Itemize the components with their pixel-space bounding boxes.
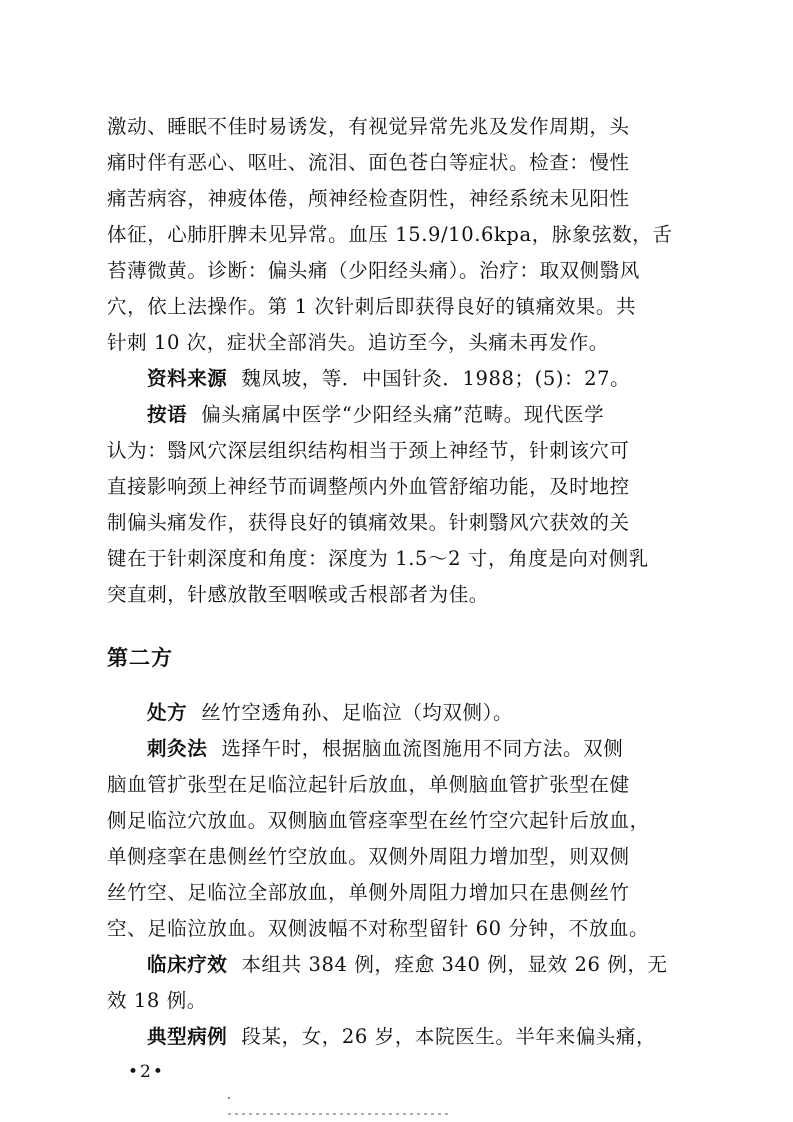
text-line: 单侧痉挛在患侧丝竹空放血。双侧外周阻力增加型，则双侧 [107, 845, 630, 868]
text-line: 激动、睡眠不佳时易诱发，有视觉异常先兆及发作周期，头 [107, 115, 630, 138]
text-line: 键在于针刺深度和角度：深度为 1.5～2 寸，角度是向对侧乳 [107, 547, 649, 570]
text-line: 痛时伴有恶心、呕吐、流泪、面色苍白等症状。检查：慢性 [107, 151, 630, 174]
case-paragraph [147, 1024, 747, 1050]
text-line: 针刺 10 次，症状全部消失。追访至今，头痛未再发作。 [107, 331, 609, 354]
text-line: 侧足临泣穴放血。双侧脑血管痉挛型在丝竹空穴起针后放血， [107, 809, 650, 832]
text-line: 体征，心肺肝脾未见异常。血压 15.9/10.6kpa，脉象弦数，舌 [107, 223, 673, 246]
efficacy-first-line: 本组共 384 例，痊愈 340 例，显效 26 例，无 [241, 953, 668, 976]
text-line: 痛苦病容，神疲体倦，颅神经检查阴性，神经系统未见阳性 [107, 187, 630, 210]
commentary-label: 按语 [147, 403, 188, 426]
scan-artifact-line [228, 1113, 448, 1115]
text-line: 穴，依上法操作。第 1 次针刺后即获得良好的镇痛效果。共 [107, 295, 637, 318]
text-line: 苔薄微黄。诊断：偏头痛（少阳经头痛）。治疗：取双侧翳风 [107, 259, 640, 282]
text-line: 制偏头痛发作，获得良好的镇痛效果。针刺翳风穴获效的关 [107, 511, 630, 534]
source-paragraph [147, 366, 747, 392]
text-line: 效 18 例。 [107, 989, 207, 1012]
section-heading: 第二方 [107, 646, 173, 670]
method-paragraph [147, 736, 747, 762]
text-line: 突直刺，针感放散至咽喉或舌根部者为佳。 [107, 583, 489, 606]
prescription-label: 处方 [147, 701, 188, 724]
case-label: 典型病例 [147, 1025, 228, 1048]
method-first-line: 选择午时，根据脑血流图施用不同方法。双侧 [221, 737, 624, 760]
method-label: 刺灸法 [147, 737, 208, 760]
source-label: 资料来源 [147, 367, 228, 390]
text-line: 认为：翳风穴深层组织结构相当于颈上神经节，针刺该穴可 [107, 439, 630, 462]
text-line: 脑血管扩张型在足临泣起针后放血，单侧脑血管扩张型在健 [107, 773, 630, 796]
commentary-first-line: 偏头痛属中医学“少阳经头痛”范畴。现代医学 [201, 403, 605, 426]
prescription-text: 丝竹空透角孙、足临泣（均双侧）。 [201, 701, 514, 724]
text-line: 直接影响颈上神经节而调整颅内外血管舒缩功能，及时地控 [107, 475, 630, 498]
text-line: 空、足临泣放血。双侧波幅不对称型留针 60 分钟，不放血。 [107, 917, 650, 940]
page-number: •2• [128, 1062, 165, 1082]
text-line: 丝竹空、足临泣全部放血，单侧外周阻力增加只在患侧丝竹 [107, 881, 630, 904]
scan-speck [228, 1097, 230, 1099]
source-text: 魏凤坡，等．中国针灸．1988；(5)：27。 [241, 367, 631, 390]
efficacy-paragraph [147, 952, 747, 978]
prescription-paragraph [147, 700, 747, 726]
commentary-paragraph [147, 402, 747, 428]
efficacy-label: 临床疗效 [147, 953, 228, 976]
case-text: 段某，女，26 岁，本院医生。半年来偏头痛， [241, 1025, 657, 1048]
